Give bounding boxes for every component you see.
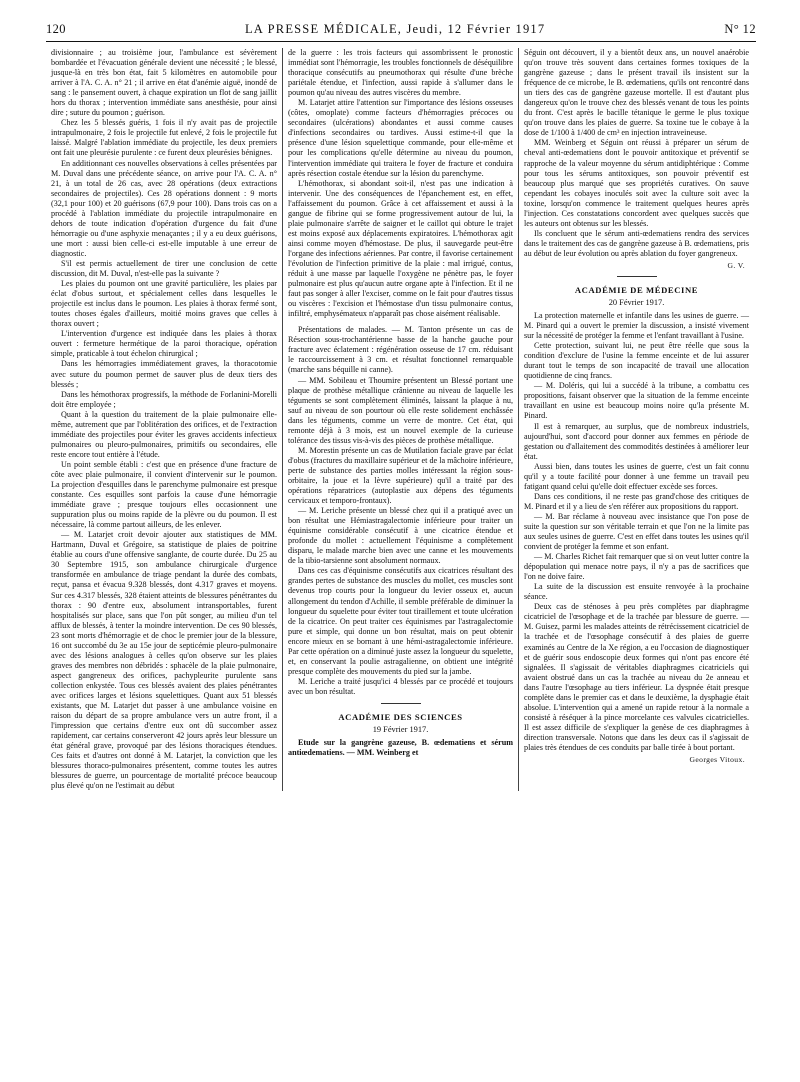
paragraph: L'hémothorax, si abondant soit-il, n'est pas une indication à intervenir. Une des conséquences de l'épanchement est, en effet, l'affaissement du poumon. Grâce à cet affaissement et aussi à la gangue de fibrine qui se forme progressivement autour de lui, la plaie pulmonaire s'arrête de saigner et le caillot qui obture le trajet est moins exposé aux déplacements expiratoires. L'hémothorax agit ainsi comme moyen d'hémostase. De plus, il sauvegarde peut-être l'organe des infections aériennes. Par contre, il favorise certainement l'évolution de l'infection primitive de la plaie : mal irrigué, contus, réduit à une masse par laquelle l'oxygène ne pénètre pas, le foyer pulmonaire est plus qu'aucun autre organe apte à l'infection. Et il ne faut pas songer à aller l'exciser, comme on le fait pour d'autres tissus ou viscères : l'excision et l'hémostase d'un tissu pulmonaire contus, infiltré, emphysémateux n'apparaît pas chose aisément réalisable.: [288, 178, 513, 319]
section-divider: [381, 703, 421, 704]
issue-number: N° 12: [724, 22, 756, 36]
paragraph: de la guerre : les trois facteurs qui assombrissent le pronostic immédiat sont l'hémorragie, les troubles fonctionnels de déséquilibre thoracique consécutifs au pneumothorax qui résulte d'une brèche pariétale étendue, et l'infection, aussi rapide à s'allumer dans le poumon qu'au niveau des autres viscères du membre.: [288, 48, 513, 98]
paragraph: Un point semble établi : c'est que en présence d'une fracture de côte avec plaie pulmonaire, il convient d'intervenir sur le poumon. La projection d'esquilles dans le parenchyme pulmonaire est presque constante. Ces esquilles sont parfois la cause d'une hémorragie immédiate grave ; presque toujours elles occasionnent une suppuration plus ou moins rapide de la plèvre ou du poumon. Il est nécessaire, là comme partout ailleurs, de les enlever.: [51, 459, 277, 530]
paragraph: — M. Latarjet croit devoir ajouter aux statistiques de MM. Hartmann, Duval et Grégoire, sa statistique de plaies de poitrine établie au cours d'une offensive sanglante, de courte durée. Du 25 au 30 Septembre 1915, son ambulance chirurgicale d'urgence transformée en ambulance de triage pendant la durée des combats, reçut, pansa et évacua 9.328 blessés, dont 4.317 graves et moyens. Sur ces 4.317 blessés, 328 étaient atteints de blessures pénétrantes du thorax : 90 d'entre eux, absolument intransportables, furent hospitalisés sur place, sans que l'on pût songer, au milieu d'un tel afflux de blessés, à tenter la moindre intervention. De ces 90 blessés, 23 sont morts d'hémorragie et de choc le premier jour de la blessure, 16 ont succombé du 3e au 15e jour de septicémie pleuro-pulmonaire avec des lésions analogues à celles qu'on observe sur les plaies graves des membres non débridés : sphacèle de la plaie pulmonaire, aspect gangreneux des orifices, pachypleurite purulente sans collection enkystée. Tous ces blessés avaient des plaies pénétrantes avec orifices larges et lésions squelettiques. Quant aux 51 blessés existants, que M. Latarjet dut passer à une ambulance voisine en raison du départ de sa propre ambulance vers un autre front, il a l'impression que certains d'entre eux ont dû succomber assez rapidement, car certains conserveront 42 jours après leur blessure un état général grave, provoqué par des lésions thoraciques étendues. Ces faits et d'autres ont donné à M. Latarjet, la conviction que les blessures thoraco-pulmonaires présentent, comme toutes les autres blessures de guerre, un pourcentage de mortalité précoce beaucoup plus élevé qu'on ne l'estimait au début: [51, 530, 277, 791]
paragraph: MM. Weinberg et Séguin ont réussi à préparer un sérum de cheval anti-œdematiens dont le pouvoir antitoxique et préventif se rapproche de la valeur moyenne du sérum antidiphtérique : Comme pour tous les sérums antitoxiques, son pouvoir préventif est beaucoup plus marqué que ses propriétés curatives. On sauve cependant les cobayes inoculés soit avec la culture soit avec la toxine, lorsqu'on commence le traitement quelques heures après l'injection. Ces constatations concordent avec quelques succès que les auteurs ont obtenus sur les blessés.: [524, 138, 749, 228]
paragraph: La protection maternelle et infantile dans les usines de guerre. — M. Pinard qui a ouvert le premier la discussion, a insisté vivement sur la nécessité de protéger la femme et l'enfant travaillant à l'usine.: [524, 310, 749, 341]
text-columns: [46, 48, 756, 791]
paragraph: divisionnaire ; au troisième jour, l'ambulance est sévèrement bombardée et l'évacuation générale devient une nécessité ; le blessé, jusque-là en très bon état, fait 5 kilomètres en automobile pour arriver à l'A. C. A. n° 21 ; il arrive en état d'anémie aiguë, inondé de sang : le pansement ouvert, à chaque expiration un flot de sang jaillit hors du thorax ; intervention immédiate sans anesthésie, pour ainsi dire ; suture du poumon ; guérison.: [51, 48, 277, 118]
column-1: [46, 48, 282, 791]
paragraph: — MM. Sobileau et Thoumire présentent un Blessé portant une plaque de prothèse métallique crânienne au niveau de laquelle les téguments se sont complètement éliminés, laissant la plaque à nu, sauf au niveau de son pourtour où elle reste solidement enchâssée dans les téguments, comme un verre de montre. Cet état, qui remonte déjà à 3 mois, est un nouvel exemple de la curieuse tolérance des tissus vis-à-vis des pièces de prothèse métallique.: [288, 375, 513, 445]
paragraph: Il est à remarquer, au surplus, que de nombreux industriels, aujourd'hui, sont d'accord pour donner aux femmes en période de gestation ou d'allaitement des commodités destinées à améliorer leur état.: [524, 421, 749, 461]
signature: Georges Vitoux.: [689, 755, 745, 765]
paragraph: Deux cas de sténoses à peu près complètes par diaphragme cicatriciel de l'œsophage et de la trachée par blessure de guerre. — M. Guisez, parmi les malades atteints de rétrécissement cicatriciel de la trachée et de l'œsophage consécutif à des plaies de guerre examinés au Centre de la Xe région, a eu l'occasion de diagnostiquer et de guérir sous endoscopie deux formes qui n'ont pas encore été signalées. Il s'agissait de véritables diaphragmes cicatriciels qui avaient obstrué dans un cas la trachée au niveau du 2e anneau et dans l'autre l'œsophage au tiers inférieur. La dyspnée était presque complète dans le premier cas et dans le deuxième, la dysphagie était absolue. L'intervention qui a amené un rapide retour à la normale a consisté à réséquer à la pince morcelante ces valvules cicatricielles. Il est assez difficile de s'expliquer la genèse de ces diaphragmes à direction transversale. Notons que dans les deux cas il s'agissait de plaies très étendues de ces conduits par balle tirée à bout portant.: [524, 602, 749, 752]
journal-title: LA PRESSE MÉDICALE, Jeudi, 12 Février 1917: [244, 22, 546, 36]
paragraph: — M. Bar réclame à nouveau avec insistance que l'on pose de suite la question sur son véritable terrain et que l'on ne la limite pas aux seules usines de guerre. C'est en effet dans toutes les usines qu'il convient de protéger la femme et son enfant.: [524, 511, 749, 552]
paragraph: Cette protection, suivant lui, ne peut être réelle que sous la condition d'exclure de l'usine la femme enceinte et de lui assurer durant tout le temps de son incapacité de travail une allocation quotidienne de cinq francs.: [524, 341, 749, 381]
paragraph: Dans les hémothorax progressifs, la méthode de Forlanini-Morelli doit être employée ;: [51, 389, 277, 409]
paragraph: M. Leriche a traité jusqu'ici 4 blessés par ce procédé et toujours avec un bon résultat.: [288, 676, 513, 696]
paragraph: M. Latarjet attire l'attention sur l'importance des lésions osseuses (côtes, omoplate) comme facteurs d'hémorragies précoces ou secondaires (ulcérations) abondantes et aussi comme causes d'infections secondaires ou tardives. Aussi estime-t-il que la présence d'une lésion squelettique commande, pour elle-même et pour les complications qu'elle détermine au niveau du poumon, l'intervention immédiate qui traitera le foyer de fracture et conduira après résection costale étendue sur la lésion du parenchyme.: [288, 98, 513, 178]
paragraph: En additionnant ces nouvelles observations à celles présentées par M. Duval dans une précédente séance, on arrive pour l'A. C. A. n° 21, à un total de 26 cas, avec 28 opérations (deux extractions secondaires de projectiles). Ces 28 opérations donnent : 9 morts (32,1 pour 100) et 20 guérisons (67,9 pour 100). Dans trois cas on a procédé à l'ablation immédiate du projectile intrapulmonaire en dehors de toute indication d'opération d'urgence du fait d'une hémorragie ou d'une asphyxie menaçantes ; il y a eu deux guérisons, une mort : aussi bien celle-ci est-elle imputable à une erreur de diagnostic.: [51, 158, 277, 258]
paragraph: Présentations de malades. — M. Tanton présente un cas de Résection sous-trochantérienne basse de la hanche gauche pour fracture avec éclatement : régénération osseuse de 17 cm. réduisant le raccourcissement à 3 cm. et résultat fonctionnel remarquable (marche sans béquille ni canne).: [288, 325, 513, 375]
paragraph: S'il est permis actuellement de tirer une conclusion de cette discussion, dit M. Duval, n'est-elle pas la suivante ?: [51, 258, 277, 279]
paragraph: Ils concluent que le sérum anti-œdematiens rendra des services dans le traitement des cas de gangrène gazeuse à B. œdematiens, pris au début de leur évolution ou après ablation du foyer gangreneux.: [524, 228, 749, 258]
paragraph: Les plaies du poumon ont une gravité particulière, les plaies par éclat d'obus surtout, et spécialement celles dans lesquelles le projectile est inclus dans le poumon. Les plaies à thorax fermé sont, toutes choses égales d'ailleurs, moitié moins graves que celles à thorax ouvert ;: [51, 279, 277, 329]
signature: G. V.: [727, 260, 745, 270]
paragraph: Dans ces conditions, il ne reste pas grand'chose des critiques de M. Pinard et il y a lieu de s'en référer aux propositions du rapport.: [524, 491, 749, 511]
paragraph: M. Morestin présente un cas de Mutilation faciale grave par éclat d'obus (fractures du maxillaire supérieur et de la mâchoire inférieure, perte de substance des parties molles intéressant la région sous-orbitaire, la joue et la lèvre supérieure) qu'il a traité par des opérations réparatrices (autoplastie aux dépens des téguments cervicaux et temporo-frontaux).: [288, 445, 513, 506]
paragraph: — M. Leriche présente un blessé chez qui il a pratiqué avec un bon résultat une Hémiastragalectomie inférieure pour traiter un équinisme considérable consécutif à une cicatrice étendue et profonde du mollet : actuellement l'équinisme a complètement disparu, le malade marche bien avec une canne et les mouvements de la tibio-tarsienne sont absolument normaux.: [288, 506, 513, 566]
paragraph: Aussi bien, dans toutes les usines de guerre, c'est un fait connu qu'il y a toute facilité pour donner à une femme un travail peu fatigant quand celui qu'elle doit effectuer excède ses forces.: [524, 461, 749, 491]
paragraph: Dans ces cas d'équinisme consécutifs aux cicatrices résultant des grandes pertes de substance des muscles du mollet, ces muscles sont devenus trop courts pour la longueur du levier osseux et, aucun allongement du tendon d'Achille, il semble préférable de diminuer la longueur du squelette pour éviter tout tiraillement et toute ulcération de la cicatrice. On peut traiter ces équinismes par l'astragalectomie pure et simple, qui donne un bon résultat, mais on peut obtenir encore mieux en se bornant à une hémi-astragalectomie inférieure. Par cette opération on a diminué juste assez la longueur du squelette, et, en conservant la poulie astragalienne, on obtient une intégrité presque complète des mouvements du pied sur la jambe.: [288, 566, 513, 676]
page-header: [46, 22, 756, 42]
paragraph: Dans les hémorragies immédiatement graves, la thoracotomie avec suture du poumon permet de sauver plus de deux tiers des blessés ;: [51, 359, 277, 389]
paragraph: L'intervention d'urgence est indiquée dans les plaies à thorax ouvert : fermeture hermétique de la paroi thoracique, opération simple, praticable à tout échelon chirurgical ;: [51, 329, 277, 359]
paragraph: Séguin ont découvert, il y a bientôt deux ans, un nouvel anaérobie qu'on trouve très souvent dans certaines formes toxiques de la gangrène gazeuse ; dans le présent travail ils insistent sur la fréquence de ce microbe, le B. œdematiens, qu'ils ont rencontré dans un tiers des cas de gangrène gazeuse mortelle. Il est d'autant plus dangereux qu'on le trouve chez des blessés venant de tous les points du front. C'est après le bacille tétanique le germe le plus toxique qu'on trouve dans les plaies de guerre. Sa toxine tue le cobaye à la dose de 1/100 à 1/400 de cm³ en injection intraveineuse.: [524, 48, 749, 138]
column-2: [282, 48, 518, 791]
paragraph: — M. Doléris, qui lui a succédé à la tribune, a combattu ces propositions, faisant observer que la situation de la femme enceinte travaillant en usine est beaucoup moins noire qu'la présente M. Pinard.: [524, 381, 749, 421]
section-date-medecine: 20 Février 1917.: [608, 297, 665, 307]
section-title-sciences: ACADÉMIE DES SCIENCES: [338, 712, 463, 722]
paragraph: La suite de la discussion est ensuite renvoyée à la prochaine séance.: [524, 582, 749, 602]
paragraph: Quant à la question du traitement de la plaie pulmonaire elle-même, autrement que par l'oblitération des orifices, et de l'extraction immédiate des projectiles pour éviter les graves accidents infectieux pulmonaires ou pleuro-pulmonaires, primitifs ou secondaires, elle reste encore tout entière à l'étude.: [51, 409, 277, 459]
section-date-sciences: 19 Février 1917.: [372, 725, 429, 734]
section-divider: [617, 276, 657, 277]
paragraph: Etude sur la gangrène gazeuse, B. œdematiens et sérum antiœdematiens. — MM. Weinberg et: [288, 738, 513, 758]
column-3: [518, 48, 754, 791]
paragraph: — M. Charles Richet fait remarquer que si on veut lutter contre la dépopulation qui menace notre pays, il n'y a pas de sacrifices que l'on ne doive faire.: [524, 552, 749, 582]
page-number: 120: [46, 22, 66, 36]
section-title-medecine: ACADÉMIE DE MÉDECINE: [574, 284, 699, 295]
paragraph: Chez les 5 blessés guéris, 1 fois il n'y avait pas de projectile intrapulmonaire, 2 fois le projectile fut enlevé, 2 fois le projectile fut laissé. Malgré l'ablation immédiate du projectile, les deux premiers ont fait une pleurésie purulente : ce furent deux pleurésies bénignes.: [51, 118, 277, 158]
